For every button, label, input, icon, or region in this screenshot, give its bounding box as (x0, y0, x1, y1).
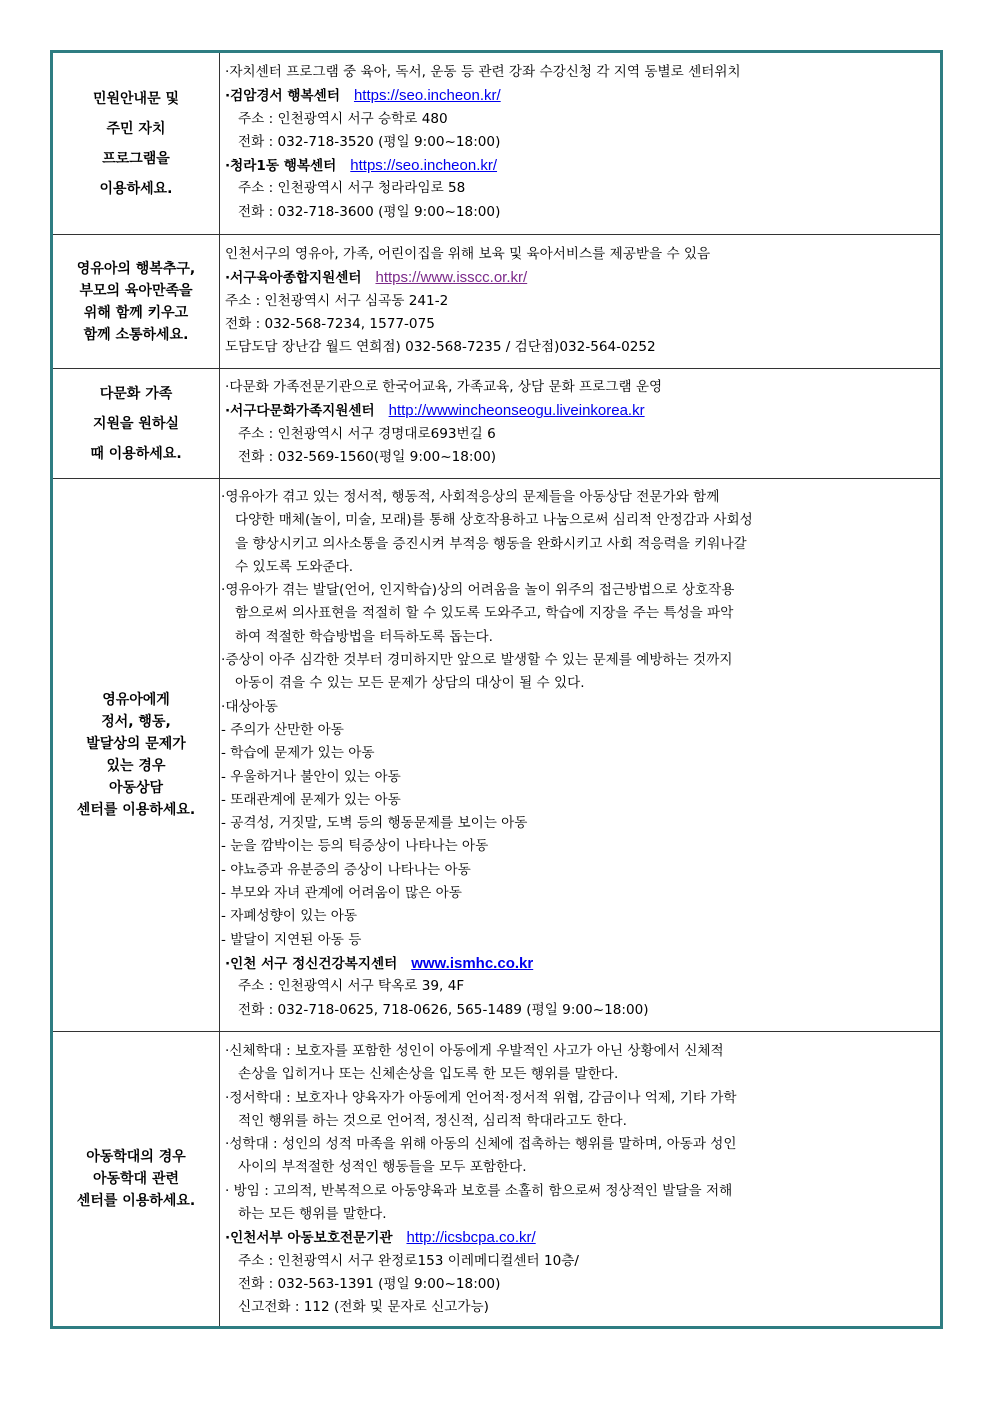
list-item: - 또래관계에 문제가 있는 아동 (221, 791, 401, 808)
row-label (53, 53, 220, 234)
row-community-program (53, 53, 940, 234)
center-link[interactable]: http://wwwincheonseogu.liveinkorea.kr (388, 402, 645, 420)
center-heading (225, 399, 936, 422)
label-line: 아동학대의 경우 (86, 1149, 186, 1165)
text-line: 하는 모든 행위를 말한다. (238, 1206, 387, 1223)
label-line: 다문화 가족 (99, 385, 173, 402)
intro-text: 인천서구의 영유아, 가족, 어린이집을 위해 보육 및 육아서비스를 제공받을 수 있음 (225, 246, 711, 262)
label-line: 이용하세요. (99, 180, 173, 197)
label-line: 센터를 이용하세요. (76, 802, 196, 818)
list-item: - 눈을 깜박이는 등의 틱증상이 나타나는 아동 (221, 838, 489, 855)
center-link[interactable]: https://seo.incheon.kr/ (353, 87, 501, 105)
label-line: 부모의 육아만족을 (79, 282, 193, 299)
text-line: ·대상아동 (221, 698, 278, 715)
row-child-counseling (53, 478, 940, 1031)
bullet-text: ·다문화 가족전문기관으로 한국어교육, 가족교육, 상담 문화 프로그램 운영 (225, 379, 663, 395)
label-line: 정서, 행동, (101, 714, 171, 730)
text-line: 을 향상시키고 의사소통을 증진시켜 부적응 행동을 완화시키고 사회 적응력을 키워나갈 (235, 535, 747, 552)
text-line: 하여 적절한 학습방법을 터득하도록 돕는다. (235, 628, 493, 645)
center-link[interactable]: https://seo.incheon.kr/ (350, 157, 498, 175)
label-line: 함께 소통하세요. (83, 326, 189, 343)
list-item: - 우울하거나 불안이 있는 아동 (221, 768, 401, 785)
text-line: ·영유아가 겪는 발달(언어, 인지학습)상의 어려움을 놀이 위주의 접근방법으로 상호작용 (221, 582, 735, 599)
label-line: 프로그램을 (102, 150, 170, 167)
bullet-text: ·자치센터 프로그램 중 육아, 독서, 운동 등 관련 강좌 수강신청 각 지역 동별로 센터위치 (225, 64, 741, 80)
label-line: 센터를 이용하세요. (76, 1193, 196, 1209)
center-phone: 전화 : 032-718-3600 (평일 9:00~18:00) (238, 203, 501, 220)
row-content (225, 53, 936, 234)
text-line: 적인 행위를 하는 것으로 언어적, 정신적, 심리적 학대라고도 한다. (238, 1112, 627, 1129)
text-line: · 방임 : 고의적, 반복적으로 아동양육과 보호를 소홀히 함으로써 정상적인 발달을 저해 (225, 1182, 733, 1199)
text-line: ·성학대 : 성인의 성적 마족을 위해 아동의 신체에 접촉하는 행위를 말하며, 아동과 성인 (225, 1136, 737, 1153)
center-heading (225, 1226, 936, 1249)
list-item: - 주의가 산만한 아동 (221, 721, 344, 738)
center-phone: 전화 : 032-568-7234, 1577-075 (225, 315, 435, 332)
row-childcare-support (53, 234, 940, 368)
list-item: - 발달이 지연된 아동 등 (221, 931, 362, 948)
row-label (53, 479, 220, 1031)
info-table (50, 50, 943, 1329)
text-line: 함으로써 의사표현을 적절히 할 수 있도록 도와주고, 학습에 지장을 주는 특성을 파악 (235, 605, 734, 622)
row-child-abuse (53, 1031, 940, 1326)
center-heading (225, 84, 936, 107)
center-heading (225, 154, 936, 177)
text-line: ·증상이 아주 심각한 것부터 경미하지만 앞으로 발생할 수 있는 문제를 예방하는 것까지 (221, 652, 733, 669)
list-item: - 공격성, 거짓말, 도벽 등의 행동문제를 보이는 아동 (221, 815, 528, 832)
list-item: - 자폐성향이 있는 아동 (221, 908, 358, 925)
center-link[interactable]: https://www.isscc.or.kr/ (375, 269, 528, 287)
center-name: ·인천서부 아동보호전문기관 (225, 1230, 393, 1247)
center-phone: 전화 : 032-563-1391 (평일 9:00~18:00) (238, 1275, 501, 1292)
center-name: ·검암경서 행복센터 (225, 88, 340, 105)
label-line: 아동학대 관련 (92, 1171, 180, 1187)
row-label (53, 369, 220, 478)
list-item: - 부모와 자녀 관계에 어려움이 많은 아동 (221, 885, 462, 902)
row-label (53, 1032, 220, 1326)
center-phone: 전화 : 032-718-3520 (평일 9:00~18:00) (238, 133, 501, 150)
row-content (225, 1032, 936, 1326)
text-line: ·정서학대 : 보호자나 양육자가 아동에게 언어적·정서적 위협, 감금이나 억제, 기타 가학 (225, 1089, 737, 1106)
center-address: 주소 : 인천광역시 서구 청라라임로 58 (238, 180, 466, 197)
toy-library-info: 도담도담 장난감 월드 연희점) 032-568-7235 / 검단점)032-564-0252 (225, 339, 656, 356)
text-line: 아동이 겪을 수 있는 모든 문제가 상담의 대상이 될 수 있다. (235, 675, 585, 692)
row-content (225, 235, 936, 368)
label-line: 영유아에게 (102, 692, 170, 708)
row-multicultural-family (53, 368, 940, 478)
center-phone: 전화 : 032-569-1560(평일 9:00~18:00) (238, 448, 497, 465)
center-address: 주소 : 인천광역시 서구 경명대로693번길 6 (238, 425, 496, 442)
list-item: - 야뇨증과 유분증의 증상이 나타나는 아동 (221, 861, 471, 878)
text-line: ·영유아가 겪고 있는 정서적, 행동적, 사회적응상의 문제들을 아동상담 전문가와 함께 (221, 489, 720, 505)
list-item: - 학습에 문제가 있는 아동 (221, 745, 375, 762)
center-address: 주소 : 인천광역시 서구 승학로 480 (238, 110, 448, 127)
label-line: 영유아의 행복추구, (76, 260, 196, 277)
center-link[interactable]: www.ismhc.co.kr (411, 954, 534, 972)
text-line: 손상을 입히거나 또는 신체손상을 입도록 한 모든 행위를 말한다. (238, 1066, 619, 1083)
center-name: ·서구다문화가족지원센터 (225, 403, 375, 420)
label-line: 발달상의 문제가 (86, 736, 186, 752)
center-address: 주소 : 인천광역시 서구 탁옥로 39, 4F (238, 978, 465, 995)
label-line: 지원을 원하실 (92, 415, 180, 432)
row-content (221, 479, 936, 1031)
report-phone: 신고전화 : 112 (전화 및 문자로 신고가능) (238, 1299, 489, 1316)
text-line: 사이의 부적절한 성적인 행동들을 모두 포함한다. (238, 1159, 527, 1176)
label-line: 아동상담 (108, 780, 164, 796)
center-name: ·인천 서구 정신건강복지센터 (225, 955, 398, 972)
center-heading (225, 266, 936, 289)
text-line: ·신체학대 : 보호자를 포함한 성인이 아동에게 우발적인 사고가 아닌 상황에서 신체적 (225, 1043, 724, 1059)
label-line: 민원안내문 및 (92, 90, 180, 107)
center-heading (221, 952, 936, 975)
center-link[interactable]: http://icsbcpa.co.kr/ (406, 1229, 536, 1247)
center-name: ·청라1동 행복센터 (225, 158, 337, 175)
label-line: 있는 경우 (106, 758, 166, 774)
row-label (53, 235, 220, 368)
row-content (225, 369, 936, 478)
center-name: ·서구육아종합지원센터 (225, 270, 362, 287)
label-line: 때 이용하세요. (90, 445, 182, 462)
label-line: 위해 함께 키우고 (83, 304, 189, 321)
text-line: 다양한 매체(놀이, 미술, 모래)를 통해 상호작용하고 나눔으로써 심리적 안정감과 사회성 (235, 512, 753, 529)
center-address: 주소 : 인천광역시 서구 완정로153 이레메디컬센터 10층/ (238, 1252, 579, 1269)
center-phone: 전화 : 032-718-0625, 718-0626, 565-1489 (평일 9:00~18:00) (238, 1001, 649, 1018)
label-line: 주민 자치 (106, 120, 166, 137)
text-line: 수 있도록 도와준다. (235, 558, 354, 575)
center-address: 주소 : 인천광역시 서구 심곡동 241-2 (225, 292, 449, 309)
